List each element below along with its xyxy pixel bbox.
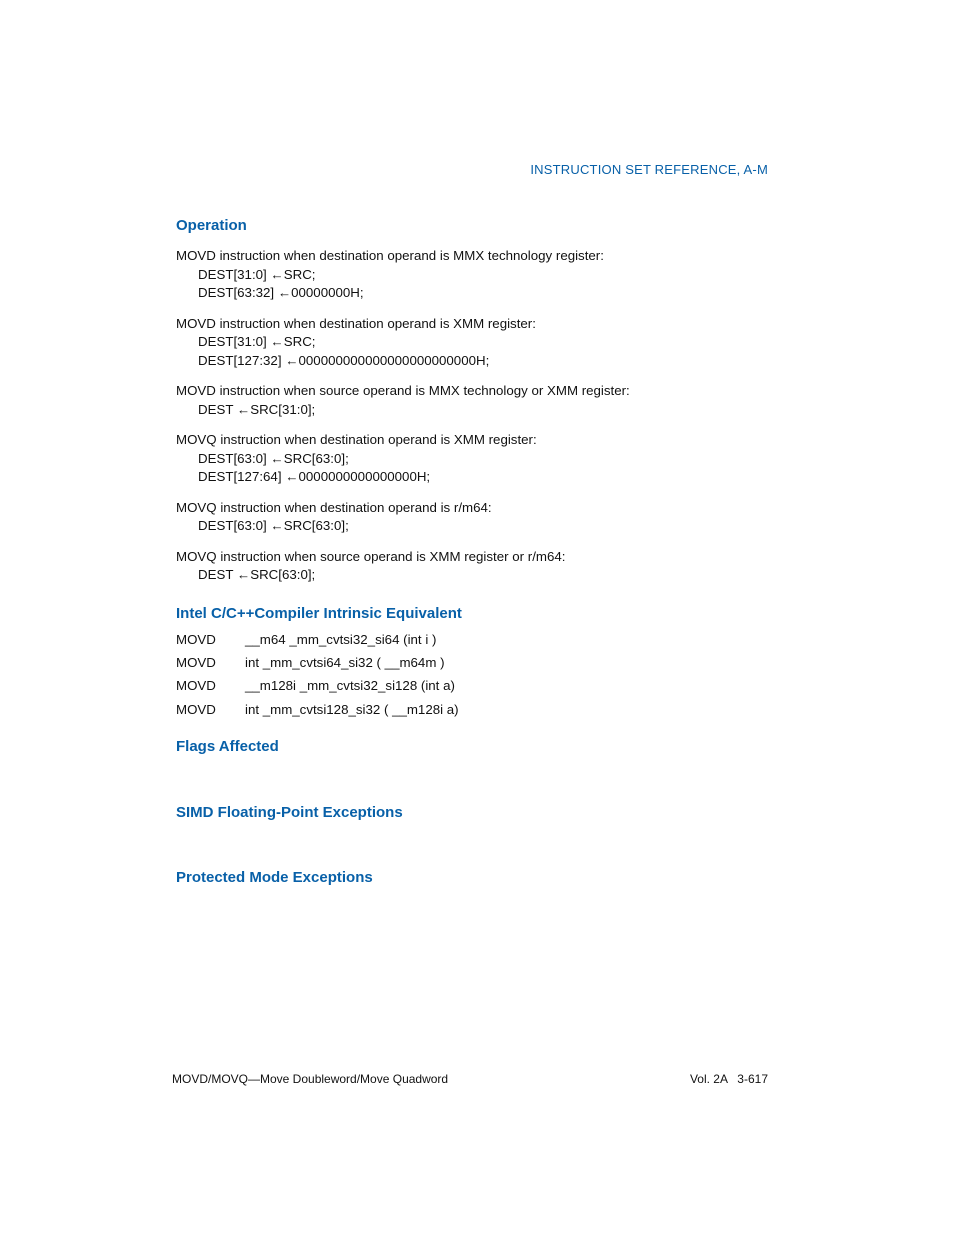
page-body: [176, 214, 776, 890]
operation-line: DEST ←SRC[63:0];: [198, 567, 316, 582]
intrinsic-mnemonic: MOVD: [176, 631, 216, 647]
footer-page-number: Vol. 2A 3-617: [689, 1072, 768, 1086]
intrinsic-mnemonic: MOVD: [176, 678, 216, 694]
intrinsics-heading: Intel C/C++Compiler Intrinsic Equivalent: [176, 604, 462, 622]
operation-line: DEST[63:32] ←00000000H;: [198, 285, 364, 300]
operation-line: DEST[127:64] ←0000000000000000H;: [198, 469, 431, 484]
page-footer: [172, 1072, 768, 1086]
operation-heading: Operation: [176, 217, 247, 234]
operation-line: DEST[31:0] ←SRC;: [198, 334, 316, 349]
intrinsic-signature: __m64 _mm_cvtsi32_si64 (int i ): [245, 631, 437, 647]
operation-block-title: MOVD instruction when destination operand is MMX technology register:: [176, 248, 604, 263]
table-row: [176, 651, 459, 674]
operation-block: [176, 548, 776, 585]
operation-line: DEST[31:0] ←SRC;: [198, 266, 316, 282]
intrinsics-table: [176, 628, 459, 721]
operation-block-title: MOVQ instruction when destination operand is XMM register:: [176, 432, 537, 447]
operation-block: [176, 382, 776, 419]
footer-title: MOVD/MOVQ—Move Doubleword/Move Quadword: [172, 1072, 449, 1086]
operation-block-title: MOVQ instruction when destination operand is r/m64:: [176, 499, 492, 515]
operation-line: DEST ←SRC[31:0];: [198, 401, 316, 417]
operation-block-title: MOVD instruction when source operand is MMX technology or XMM register:: [176, 383, 630, 398]
protected-mode-heading: Protected Mode Exceptions: [176, 868, 373, 886]
simd-exceptions-heading: SIMD Floating-Point Exceptions: [176, 803, 403, 821]
operation-block-title: MOVQ instruction when source operand is XMM register or r/m64:: [176, 548, 566, 564]
operation-line: DEST[63:0] ←SRC[63:0];: [198, 450, 349, 466]
intrinsic-mnemonic: MOVD: [176, 701, 216, 717]
intrinsic-signature: int _mm_cvtsi128_si32 ( __m128i a): [245, 701, 459, 717]
operation-block: [176, 499, 776, 536]
intrinsic-signature: __m128i _mm_cvtsi32_si128 (int a): [245, 678, 455, 694]
operation-line: DEST[127:32] ←000000000000000000000000H;: [198, 352, 490, 368]
table-row: [176, 697, 459, 720]
table-row: [176, 628, 459, 651]
operation-block: [176, 315, 776, 371]
operation-block-title: MOVD instruction when destination operand is XMM register:: [176, 315, 536, 331]
operation-line: DEST[63:0] ←SRC[63:0];: [198, 518, 349, 533]
flags-heading: Flags Affected: [176, 737, 279, 755]
table-row: [176, 674, 459, 697]
intrinsic-mnemonic: MOVD: [176, 654, 216, 670]
operation-block: [176, 431, 776, 487]
operation-block: [176, 247, 776, 303]
running-header: INSTRUCTION SET REFERENCE, A-M: [530, 162, 768, 177]
intrinsic-signature: int _mm_cvtsi64_si32 ( __m64m ): [245, 654, 445, 670]
